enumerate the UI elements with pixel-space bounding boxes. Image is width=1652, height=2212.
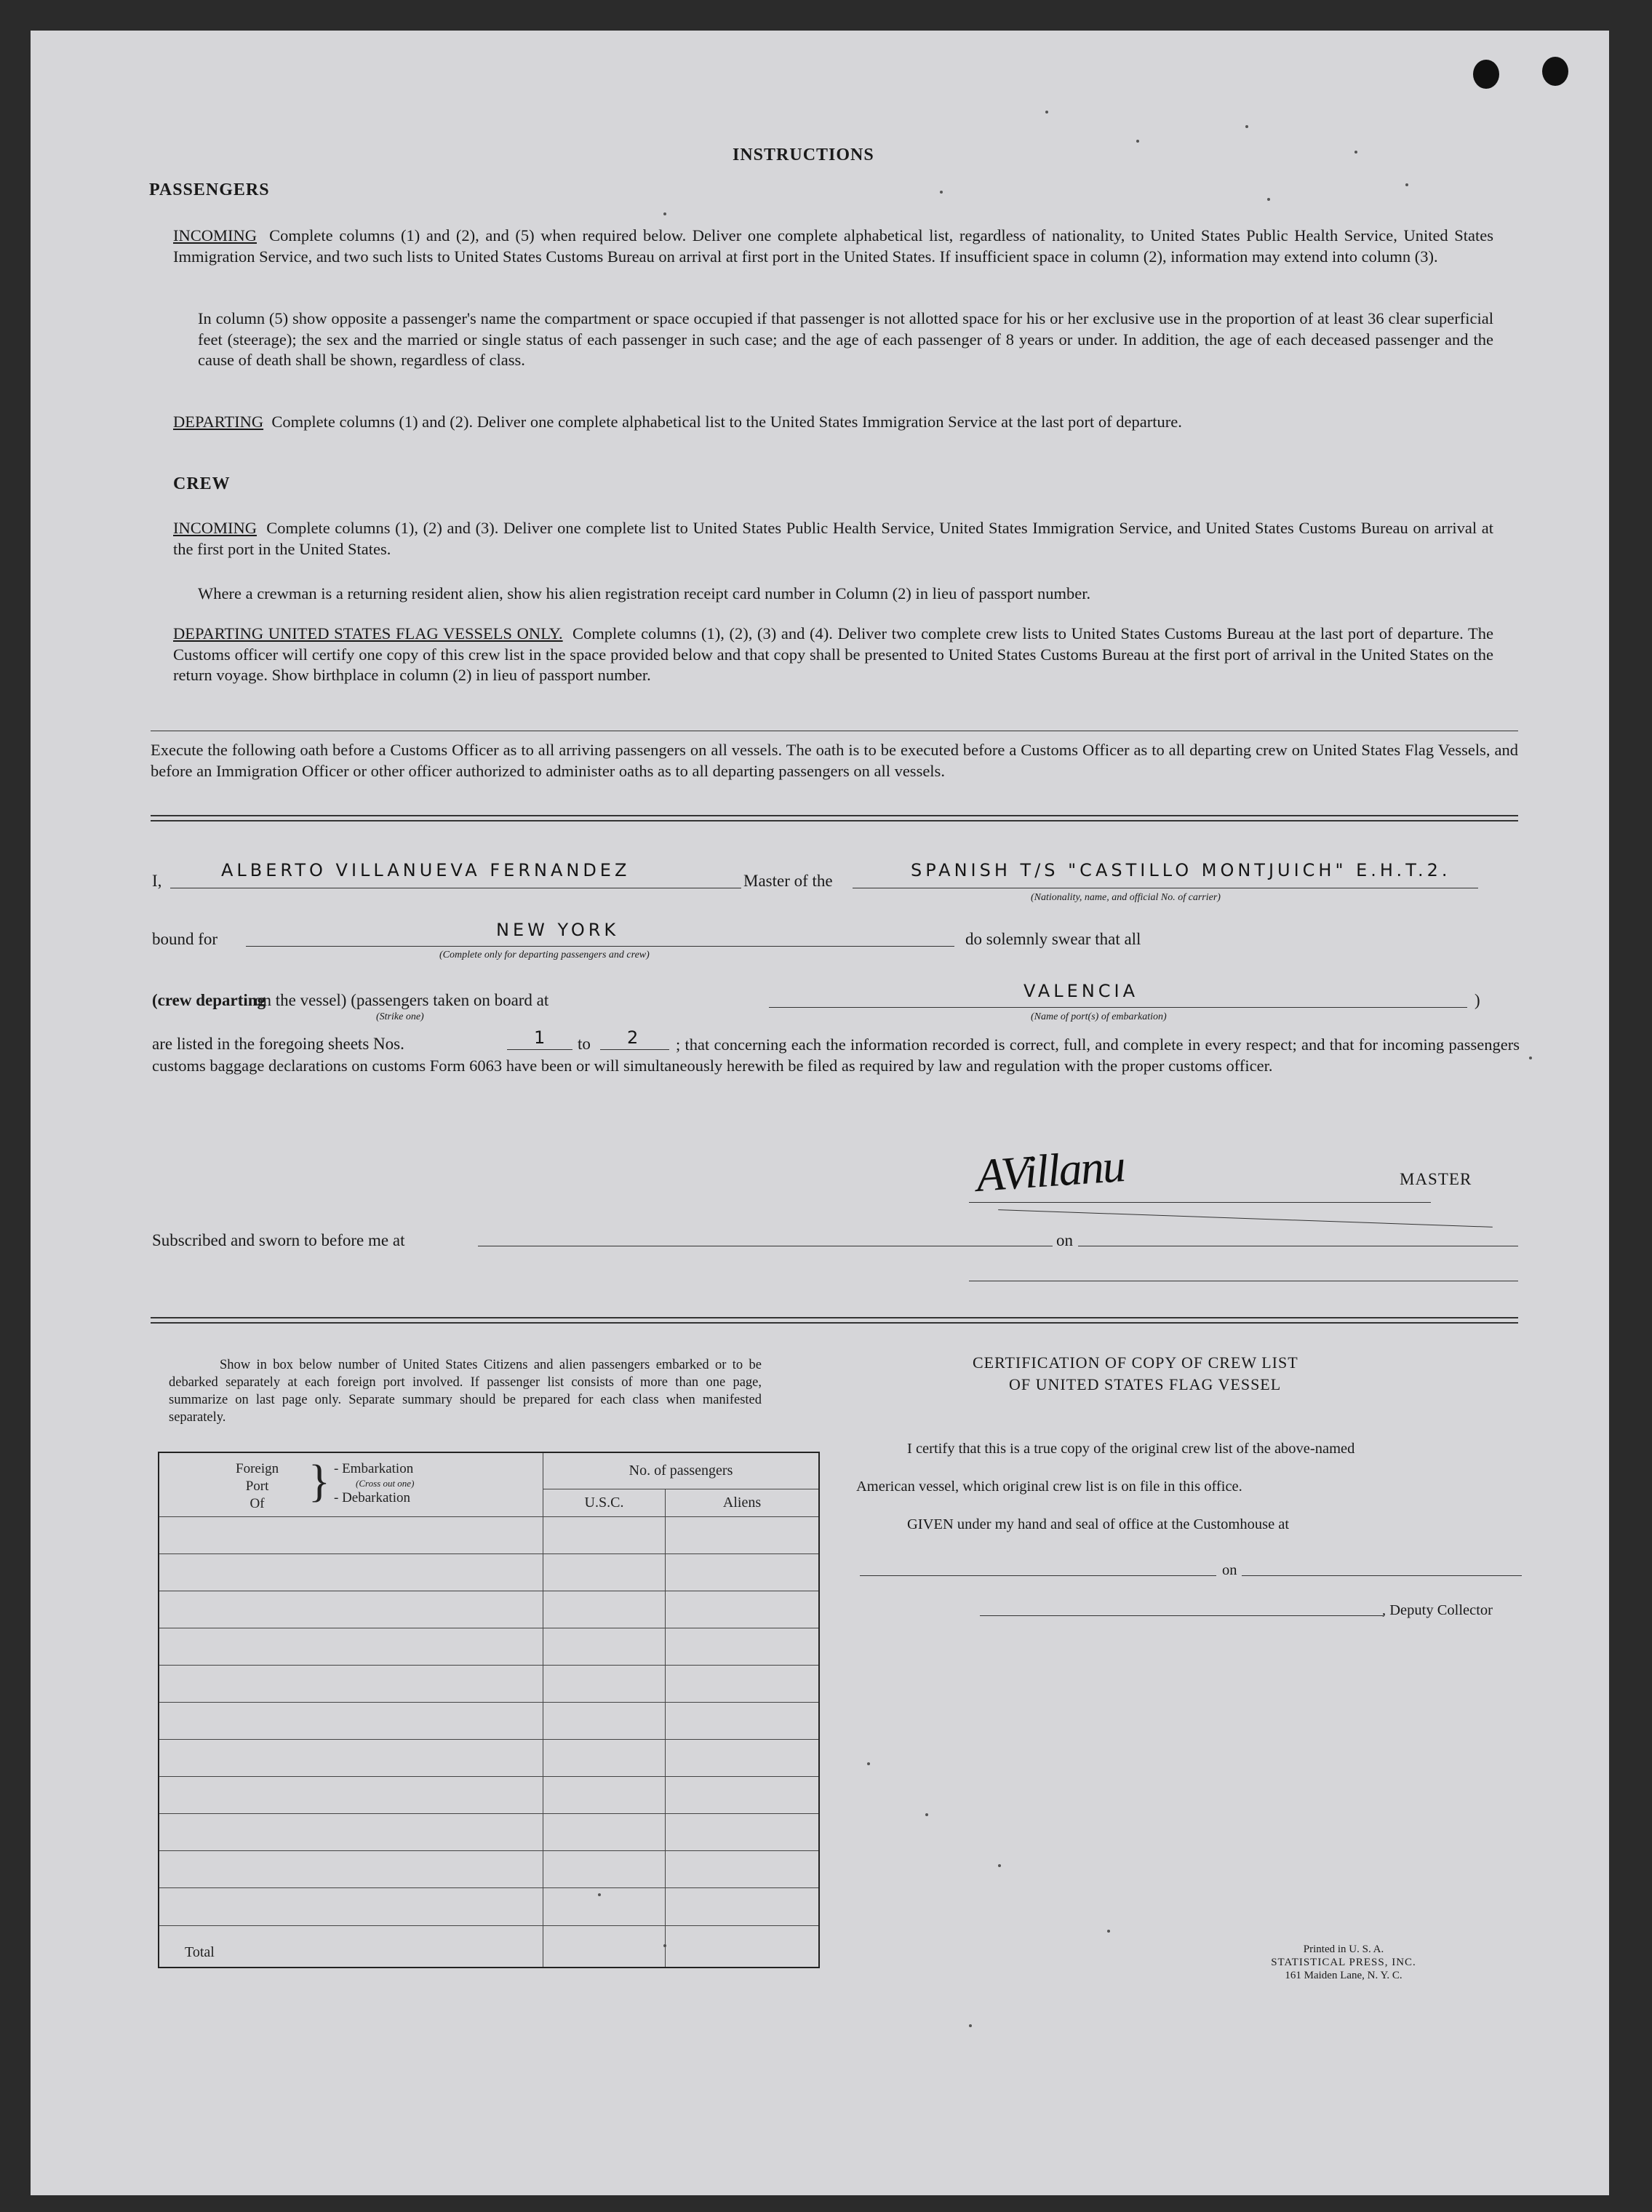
departing-label: DEPARTING: [173, 413, 264, 431]
signature-flourish: [998, 1209, 1493, 1228]
crew-departing-label: DEPARTING UNITED STATES FLAG VESSELS ONLY.: [173, 624, 563, 642]
usc-cell[interactable]: [543, 1851, 666, 1888]
passengers-heading: PASSENGERS: [149, 180, 270, 199]
embark-line: [769, 1007, 1467, 1008]
port-cell[interactable]: [159, 1777, 543, 1814]
speck: [925, 1813, 928, 1816]
speck: [969, 2024, 972, 2027]
port-cell[interactable]: [159, 1702, 543, 1739]
usc-cell[interactable]: [543, 1665, 666, 1702]
certification-title-2: OF UNITED STATES FLAG VESSEL: [1009, 1375, 1282, 1393]
crew-heading: CREW: [173, 474, 231, 493]
crew-incoming-label: INCOMING: [173, 519, 257, 537]
printer-imprint: [1271, 1943, 1416, 1982]
master-signature[interactable]: AVillanu: [974, 1139, 1126, 1202]
table-row: [159, 1851, 819, 1888]
aliens-total-cell[interactable]: [666, 1925, 820, 1968]
sheet-to[interactable]: 2: [627, 1027, 642, 1048]
instructions-title: INSTRUCTIONS: [733, 146, 874, 164]
port-cell[interactable]: [159, 1553, 543, 1591]
deputy-collector-line: [980, 1615, 1384, 1616]
aliens-cell[interactable]: [666, 1888, 820, 1925]
table-row: [159, 1702, 819, 1739]
passengers-column5: In column (5) show opposite a passenger's name the compartment or space occupied if that passenger is not allotted space for his or her exclusive use in the proportion of at least 36 clear superficial feet (steerage); the sex and the married or single status of each passenger in such case; and the age of each passenger of 8 years or under. In addition, the age of each deceased passenger and the cause of death shall be shown, regardless of class.: [198, 309, 1493, 369]
aliens-cell[interactable]: [666, 1702, 820, 1739]
printer-line-3: 161 Maiden Lane, N. Y. C.: [1285, 1970, 1402, 1981]
strike-one: (Strike one): [376, 1011, 424, 1022]
usc-cell[interactable]: [543, 1777, 666, 1814]
total-label: Total: [159, 1925, 543, 1968]
speck: [998, 1864, 1001, 1867]
listed-in: are listed in the foregoing sheets Nos.: [152, 1035, 404, 1053]
swear: do solemnly swear that all: [965, 930, 1141, 948]
embarkation: - Embarkation: [334, 1461, 414, 1476]
aliens-cell[interactable]: [666, 1665, 820, 1702]
printer-line-1: Printed in U. S. A.: [1303, 1944, 1384, 1955]
speck: [1354, 151, 1357, 154]
port-cell[interactable]: [159, 1739, 543, 1776]
usc-cell[interactable]: [543, 1739, 666, 1776]
incoming-label: INCOMING: [173, 226, 257, 244]
embark-caption: (Name of port(s) of embarkation): [1031, 1011, 1167, 1022]
master-name[interactable]: ALBERTO VILLANUEVA FERNANDEZ: [221, 860, 631, 880]
speck: [1107, 1930, 1110, 1933]
speck: [940, 191, 943, 194]
debarkation: - Debarkation: [334, 1490, 410, 1505]
table-row: [159, 1888, 819, 1925]
oath-rest-text: ; that concerning each the information recorded is correct, full, and complete in every respect; and that for incoming passengers customs baggage declarations on customs Form 6063 have been or will simultaneously herewith be filed as required by law and regulation with the proper customs officer.: [152, 1035, 1520, 1075]
aliens-cell[interactable]: [666, 1591, 820, 1628]
master-of-the: Master of the: [743, 872, 833, 890]
destination-caption: (Complete only for departing passengers and crew): [439, 950, 650, 960]
carrier[interactable]: SPANISH T/S "CASTILLO MONTJUICH" E.H.T.2.: [911, 860, 1451, 880]
usc-cell[interactable]: [543, 1888, 666, 1925]
port-label: Port: [245, 1479, 269, 1494]
table-row: [159, 1739, 819, 1776]
certification-date-line: [1242, 1575, 1522, 1576]
speck: [1045, 111, 1048, 114]
port-cell[interactable]: [159, 1591, 543, 1628]
given-text: GIVEN under my hand and seal of office at the Customhouse at: [907, 1516, 1290, 1532]
aliens-header: Aliens: [666, 1489, 820, 1516]
oath-i: I,: [152, 872, 162, 890]
close-paren: ): [1475, 991, 1480, 1009]
crew-departing: [173, 624, 1493, 686]
master-label: MASTER: [1400, 1170, 1472, 1188]
divider-double: [151, 1322, 1518, 1324]
table-row: [159, 1516, 819, 1553]
usc-cell[interactable]: [543, 1553, 666, 1591]
aliens-cell[interactable]: [666, 1516, 820, 1553]
usc-cell[interactable]: [543, 1516, 666, 1553]
port-cell[interactable]: [159, 1851, 543, 1888]
speck: [663, 212, 666, 215]
no-of-passengers-header: No. of passengers: [543, 1452, 820, 1489]
speck: [1529, 1057, 1532, 1059]
punch-hole: [1473, 60, 1499, 89]
usc-cell[interactable]: [543, 1814, 666, 1851]
usc-cell[interactable]: [543, 1702, 666, 1739]
speck: [1267, 198, 1270, 201]
certification-on: on: [1222, 1562, 1237, 1578]
american-vessel-text: American vessel, which original crew list is on file in this office.: [856, 1479, 1242, 1495]
speck: [1405, 183, 1408, 186]
destination-line: [246, 946, 954, 947]
crew-departing-option: (crew departing: [152, 991, 266, 1009]
table-row: [159, 1777, 819, 1814]
of-label: Of: [250, 1496, 265, 1511]
usc-header: U.S.C.: [543, 1489, 666, 1516]
sheet-from[interactable]: 1: [534, 1027, 549, 1048]
divider-double: [151, 820, 1518, 821]
port-cell[interactable]: [159, 1888, 543, 1925]
table-row: [159, 1628, 819, 1665]
port-cell[interactable]: [159, 1814, 543, 1851]
foreign-label: Foreign: [236, 1461, 279, 1476]
oath-rest: [152, 1035, 1520, 1076]
cross-out: (Cross out one): [356, 1478, 415, 1489]
to: to: [578, 1035, 591, 1053]
aliens-cell[interactable]: [666, 1553, 820, 1591]
passengers-departing: [173, 412, 1493, 433]
speck: [1245, 125, 1248, 128]
certification-title-1: CERTIFICATION OF COPY OF CREW LIST: [973, 1353, 1298, 1372]
printer-line-2: STATISTICAL PRESS, INC.: [1271, 1957, 1416, 1968]
carrier-caption: (Nationality, name, and official No. of carrier): [1031, 892, 1221, 903]
incoming-text: Complete columns (1) and (2), and (5) when required below. Deliver one complete alphabetical list, regardless of nationality, to United States Public Health Service, United States Immigration Service, and two such lists to United States Customs Bureau on arrival at first port in the United States. If insufficient space in column (2), information may extend into column (3).: [173, 226, 1494, 266]
certify-text: I certify that this is a true copy of the original crew list of the above-named: [907, 1441, 1355, 1457]
embark-port[interactable]: VALENCIA: [1023, 981, 1139, 1001]
divider-double: [151, 815, 1518, 816]
aliens-cell[interactable]: [666, 1851, 820, 1888]
speck: [1136, 140, 1139, 143]
punch-hole: [1542, 57, 1568, 86]
summary-instructions: Show in box below number of United States Citizens and alien passengers embarked or to be debarked separately at each foreign port involved. If passenger list consists of more than one page, summarize on last page only. Separate summary should be prepared for each class when manifested separately.: [169, 1358, 762, 1425]
crew-departing-text: Complete columns (1), (2), (3) and (4). Deliver two complete crew lists to United States Customs Bureau at the last port of departure. The Customs officer will certify one copy of this crew list in the space provided below and that copy shall be presented to United States Customs Bureau at the first port of arrival in the United States on the return voyage. Show birthplace in column (2) in lieu of passport number.: [173, 624, 1493, 684]
port-cell[interactable]: [159, 1516, 543, 1553]
oath-instruction: Execute the following oath before a Customs Officer as to all arriving passengers on all vessels. The oath is to be executed before a Customs Officer as to all departing crew on United States Flag Vessels, and before an Immigration Officer or other officer authorized to administer oaths as to all departing passengers on all vessels.: [151, 741, 1518, 780]
table-row: [159, 1591, 819, 1628]
port-cell[interactable]: [159, 1665, 543, 1702]
port-cell[interactable]: [159, 1628, 543, 1665]
on-the-vessel: on the vessel) (passengers taken on board at: [255, 991, 549, 1009]
port-header-cell: [159, 1452, 543, 1516]
aliens-cell[interactable]: [666, 1628, 820, 1665]
signature-line: [969, 1202, 1431, 1203]
document-page: [31, 31, 1609, 2195]
subscribed: Subscribed and sworn to before me at: [152, 1231, 405, 1249]
aliens-cell[interactable]: [666, 1777, 820, 1814]
table-row: [159, 1665, 819, 1702]
crew-incoming-text: Complete columns (1), (2) and (3). Deliver one complete list to United States Public Health Service, United States Immigration Service, and United States Customs Bureau on arrival at the first port in the United States.: [173, 519, 1493, 558]
subscribed-on: on: [1056, 1231, 1073, 1249]
deputy-collector: , Deputy Collector: [1382, 1602, 1493, 1618]
aliens-cell[interactable]: [666, 1739, 820, 1776]
usc-cell[interactable]: [543, 1628, 666, 1665]
bound-for: bound for: [152, 930, 218, 948]
destination[interactable]: NEW YORK: [496, 920, 620, 940]
passenger-summary-table: [158, 1452, 820, 1968]
usc-cell[interactable]: [543, 1591, 666, 1628]
usc-total-cell[interactable]: [543, 1925, 666, 1968]
speck: [867, 1762, 870, 1765]
divider-double: [151, 1317, 1518, 1318]
aliens-cell[interactable]: [666, 1814, 820, 1851]
total-row: [159, 1925, 819, 1968]
table-row: [159, 1553, 819, 1591]
customhouse-line: [860, 1575, 1216, 1576]
crew-incoming: [173, 518, 1493, 560]
passengers-incoming: [173, 226, 1493, 267]
crew-resident: Where a crewman is a returning resident alien, show his alien registration receipt card number in Column (2) in lieu of passport number.: [198, 584, 1091, 602]
brace: }: [308, 1457, 330, 1506]
departing-text: Complete columns (1) and (2). Deliver one complete alphabetical list to the United States Immigration Service at the last port of departure.: [271, 413, 1182, 431]
table-row: [159, 1814, 819, 1851]
